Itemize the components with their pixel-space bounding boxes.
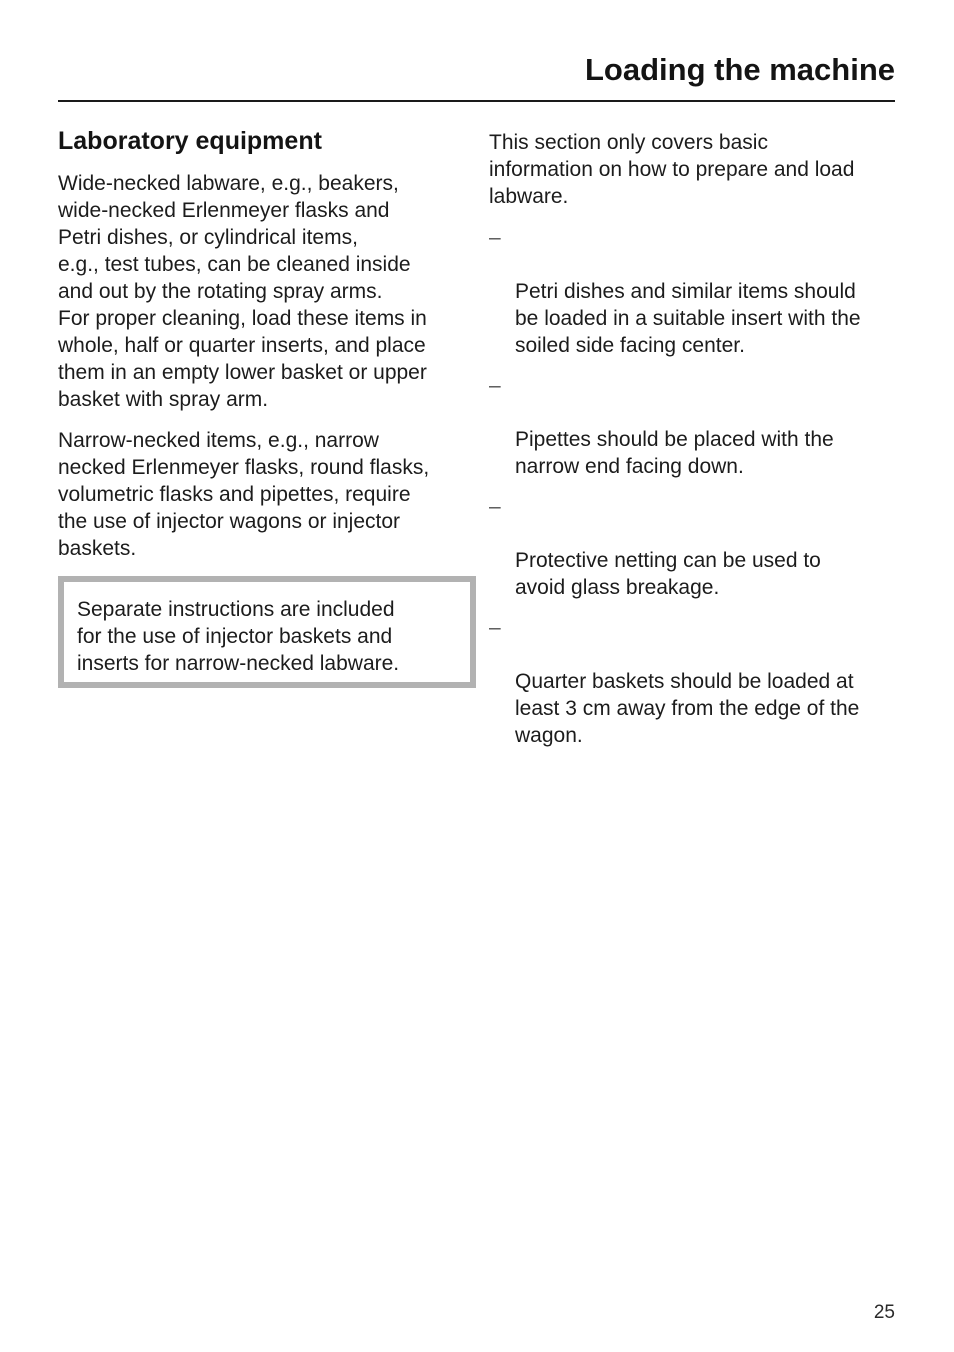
- header-divider: [58, 100, 895, 102]
- dash-marker: –: [489, 495, 501, 518]
- intro-paragraph: This section only covers basic information on how to prepare and load labware.: [489, 131, 855, 208]
- list-item: [489, 224, 899, 359]
- list-item-text: Pipettes should be placed with the narrow end facing down.: [515, 428, 834, 478]
- paragraph-narrow-necked: Narrow-necked items, e.g., narrow necked Erlenmeyer flasks, round flasks, volumetric flasks and pipettes, require the use of injector wagons or injector baskets.: [58, 429, 430, 560]
- list-item: [489, 493, 899, 601]
- list-item-text: Petri dishes and similar items should be loaded in a suitable insert with the soiled side facing center.: [515, 280, 861, 357]
- dash-marker: –: [489, 226, 501, 249]
- paragraph-wide-necked: Wide-necked labware, e.g., beakers, wide-necked Erlenmeyer flasks and Petri dishes, or cylindrical items, e.g., test tubes, can be cleaned inside and out by the rotating spray arms. For proper cleaning, load these items in whole, half or quarter inserts, and place them in an empty lower basket or upper basket with spray arm.: [58, 172, 427, 411]
- dash-marker: –: [489, 616, 501, 639]
- section-heading: Laboratory equipment: [58, 127, 322, 155]
- left-column: [58, 124, 466, 688]
- right-column: [489, 129, 899, 762]
- page-number: 25: [873, 1302, 895, 1323]
- list-item: [489, 372, 899, 480]
- dash-marker: –: [489, 374, 501, 397]
- page-title: Loading the machine: [584, 52, 895, 87]
- list-item-text: Quarter baskets should be loaded at least 3 cm away from the edge of the wagon.: [515, 670, 860, 747]
- list-item: [489, 614, 899, 749]
- bullet-list: [489, 224, 899, 749]
- list-item-text: Protective netting can be used to avoid glass breakage.: [515, 549, 821, 599]
- note-box: [58, 576, 476, 688]
- note-text: Separate instructions are included for the use of injector baskets and inserts for narrow-necked labware.: [77, 598, 400, 675]
